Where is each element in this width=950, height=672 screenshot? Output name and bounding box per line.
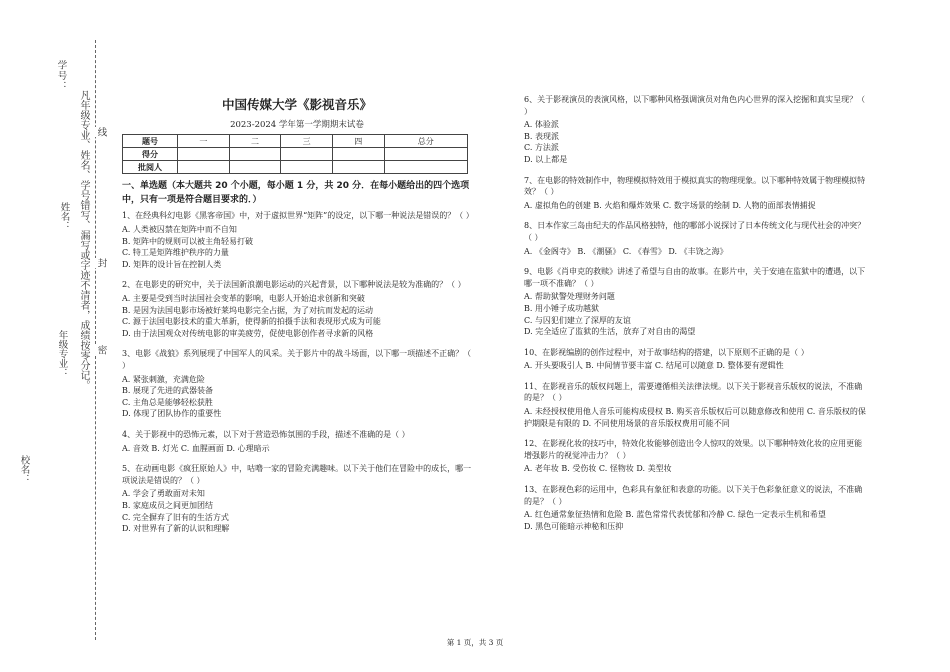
score-cell	[281, 148, 333, 161]
question-option: B. 表现派	[524, 131, 559, 141]
question-item	[524, 94, 869, 166]
question-item	[122, 210, 472, 270]
question-item	[524, 484, 869, 532]
question-item	[122, 348, 472, 420]
question-item	[524, 266, 869, 338]
question-option: A. 紧张刺激，充满危险	[122, 374, 205, 384]
question-item	[122, 279, 472, 339]
score-header-cell: 总分	[384, 135, 467, 148]
question-list-left	[122, 210, 472, 534]
seal-word-line: 线	[95, 127, 107, 137]
exam-subtitle: 2023-2024 学年第一学期期末试卷	[230, 120, 364, 131]
question-option: A. 学会了勇敢面对未知	[122, 489, 205, 499]
student-id-label: 学号：	[55, 60, 67, 92]
score-cell	[332, 161, 384, 174]
question-option: B. 展现了先进的武器装备	[122, 386, 213, 396]
score-table-row	[123, 148, 468, 161]
question-item	[524, 347, 869, 372]
question-option: A. 未经授权使用他人音乐可能构成侵权 B. 购买音乐版权后可以随意修改和使用 C. 音乐版权的保护期限是有限的 D. 不同使用场景的音乐版权费用可能不同	[524, 407, 866, 428]
question-option: D. 矩阵的设计旨在控制人类	[122, 259, 222, 269]
question-option: C. 方法派	[524, 143, 559, 153]
right-column	[524, 94, 869, 541]
question-stem: 11、在影视音乐的版权问题上，需要遵循相关法律法规。以下关于影视音乐版权的说法，不准确的是？（ ）	[524, 381, 863, 403]
question-option: D. 体现了团队协作的重要性	[122, 409, 222, 419]
question-option: A. 《金阁寺》 B. 《潮骚》 C. 《春雪》 D. 《丰饶之海》	[524, 246, 728, 256]
question-option: B. 矩阵中的规则可以被主角轻易打破	[122, 236, 253, 246]
question-option: C. 源于法国电影技术的重大革新，使得新的拍摄手法和表现形式成为可能	[122, 317, 381, 327]
section-heading: 一、单选题（本大题共 20 个小题，每小题 1 分，共 20 分．在每小题给出的四个选项中，只有一项是符合题目要求的．）	[122, 181, 470, 205]
question-stem: 5、在动画电影《疯狂原始人》中，咕噜一家的冒险充满趣味。以下关于他们在冒险中的成长，哪一项说法是错误的？（ ）	[122, 464, 472, 485]
question-option: A. 老年妆 B. 受伤妆 C. 怪物妆 D. 美型妆	[524, 464, 672, 474]
question-option: D. 对世界有了新的认识和理解	[122, 524, 230, 534]
score-table-header-row	[123, 135, 468, 148]
question-item	[524, 220, 869, 257]
question-option: C. 特工是矩阵维护秩序的力量	[122, 248, 229, 258]
score-header-cell: 三	[281, 135, 333, 148]
question-stem: 1、在经典科幻电影《黑客帝国》中，对于虚拟世界“矩阵”的设定，以下哪一种说法是错误的？（ ）	[122, 211, 474, 221]
question-item	[122, 463, 472, 535]
question-option: D. 完全适应了监狱的生活，放弃了对自由的渴望	[524, 327, 696, 337]
score-cell	[229, 161, 281, 174]
question-stem: 6、关于影视演员的表演风格，以下哪种风格强调演员对角色内心世界的深入挖掘和真实呈现？（ ）	[524, 95, 866, 116]
question-stem: 4、关于影视中的恐怖元素，以下对于营造恐怖氛围的手段，描述不准确的是（ ）	[122, 429, 410, 439]
question-item	[122, 429, 472, 454]
question-option: A. 人类被囚禁在矩阵中而不自知	[122, 225, 237, 235]
seal-word-dense: 密	[95, 345, 107, 355]
question-option: D. 以上都是	[524, 154, 568, 164]
question-option: D. 由于法国观众对传统电影的审美疲劳，促使电影创作者寻求新的风格	[122, 328, 374, 338]
question-stem: 9、电影《肖申克的救赎》讲述了希望与自由的故事。在影片中，关于安迪在监狱中的遭遇，以下哪一项不准确？（ ）	[524, 267, 866, 288]
question-option: A. 红色通常象征热情和危险 B. 蓝色常常代表忧郁和冷静 C. 绿色一定表示生机和希望	[524, 510, 826, 520]
question-option: A. 帮助狱警处理财务问题	[524, 292, 615, 302]
left-column	[122, 96, 472, 544]
question-option: C. 主角总是能够轻松获胜	[122, 397, 213, 407]
score-header-cell: 一	[178, 135, 230, 148]
question-list-right	[524, 94, 869, 532]
question-option: A. 体验派	[524, 120, 559, 130]
seal-word-seal: 封	[95, 258, 107, 268]
question-stem: 3、电影《战狼》系列展现了中国军人的风采。关于影片中的战斗场面，以下哪一项描述不正确？（ ）	[122, 349, 472, 370]
question-stem: 7、在电影的特效制作中，物理模拟特效用于模拟真实的物理现象。以下哪种特效属于物理模拟特效？（ ）	[524, 175, 866, 197]
question-item	[524, 175, 869, 212]
score-row-label: 批阅人	[123, 161, 178, 174]
score-cell	[178, 148, 230, 161]
exam-title: 中国传媒大学《影视音乐》	[221, 97, 372, 112]
question-option: D. 黑色可能暗示神秘和压抑	[524, 521, 624, 531]
question-option: A. 主要是受到当时法国社会变革的影响，电影人开始追求创新和突破	[122, 294, 365, 303]
question-option: A. 音效 B. 灯光 C. 血腥画面 D. 心理暗示	[122, 443, 270, 453]
question-item	[524, 438, 869, 475]
question-stem: 13、在影视色彩的运用中，色彩具有象征和表意的功能。以下关于色彩象征意义的说法，不准确的是？（ ）	[524, 485, 863, 506]
question-stem: 12、在影视化妆的技巧中，特效化妆能够创造出令人惊叹的效果。以下哪种特效化妆的应用更能增强影片的视觉冲击力？（ ）	[524, 439, 863, 460]
question-option: C. 完全摒弃了旧有的生活方式	[122, 512, 229, 522]
score-cell	[178, 161, 230, 174]
question-option: A. 虚拟角色的创建 B. 火焰和爆炸效果 C. 数字场景的绘制 D. 人物的面部表情捕捉	[524, 200, 816, 210]
question-item	[524, 381, 869, 429]
question-option: C. 与囚犯们建立了深厚的友谊	[524, 315, 631, 325]
score-cell	[384, 161, 467, 174]
score-header-cell: 二	[229, 135, 281, 148]
score-cell	[384, 148, 467, 161]
class-label: 年级专业：	[56, 330, 68, 378]
page-footer: 第 1 页，共 3 页	[446, 638, 504, 647]
name-label: 姓名：	[58, 202, 70, 231]
question-stem: 8、日本作家三岛由纪夫的作品风格独特，他的哪部小说探讨了日本传统文化与现代社会的冲突？（ ）	[524, 221, 866, 242]
question-stem: 10、在影视编剧的创作过程中，对于故事结构的搭建，以下原则不正确的是（ ）	[524, 347, 809, 357]
school-label: 校名：	[18, 455, 30, 484]
score-row-label: 得分	[123, 148, 178, 161]
score-header-cell: 四	[332, 135, 384, 148]
score-cell	[281, 161, 333, 174]
question-option: B. 用小锤子成功越狱	[524, 303, 599, 313]
question-option: B. 是因为法国电影市场被好莱坞电影完全占据，为了对抗而发起的运动	[122, 305, 373, 315]
score-cell	[332, 148, 384, 161]
score-table	[122, 134, 468, 174]
binding-margin	[0, 0, 110, 672]
score-cell	[229, 148, 281, 161]
question-option: B. 家庭成员之间更加团结	[122, 500, 213, 510]
question-stem: 2、在电影史的研究中，关于法国新浪潮电影运动的兴起背景，以下哪种说法是较为准确的？（ ）	[122, 280, 466, 290]
score-table-row	[123, 161, 468, 174]
score-header-cell: 题号	[123, 135, 178, 148]
instruction-text: 凡年级专业、姓名、学号错写、漏写或字迹不清者，成绩按零分记。	[78, 90, 89, 390]
question-option: A. 开头要吸引人 B. 中间情节要丰富 C. 结尾可以随意 D. 整体要有逻辑性	[524, 361, 784, 371]
